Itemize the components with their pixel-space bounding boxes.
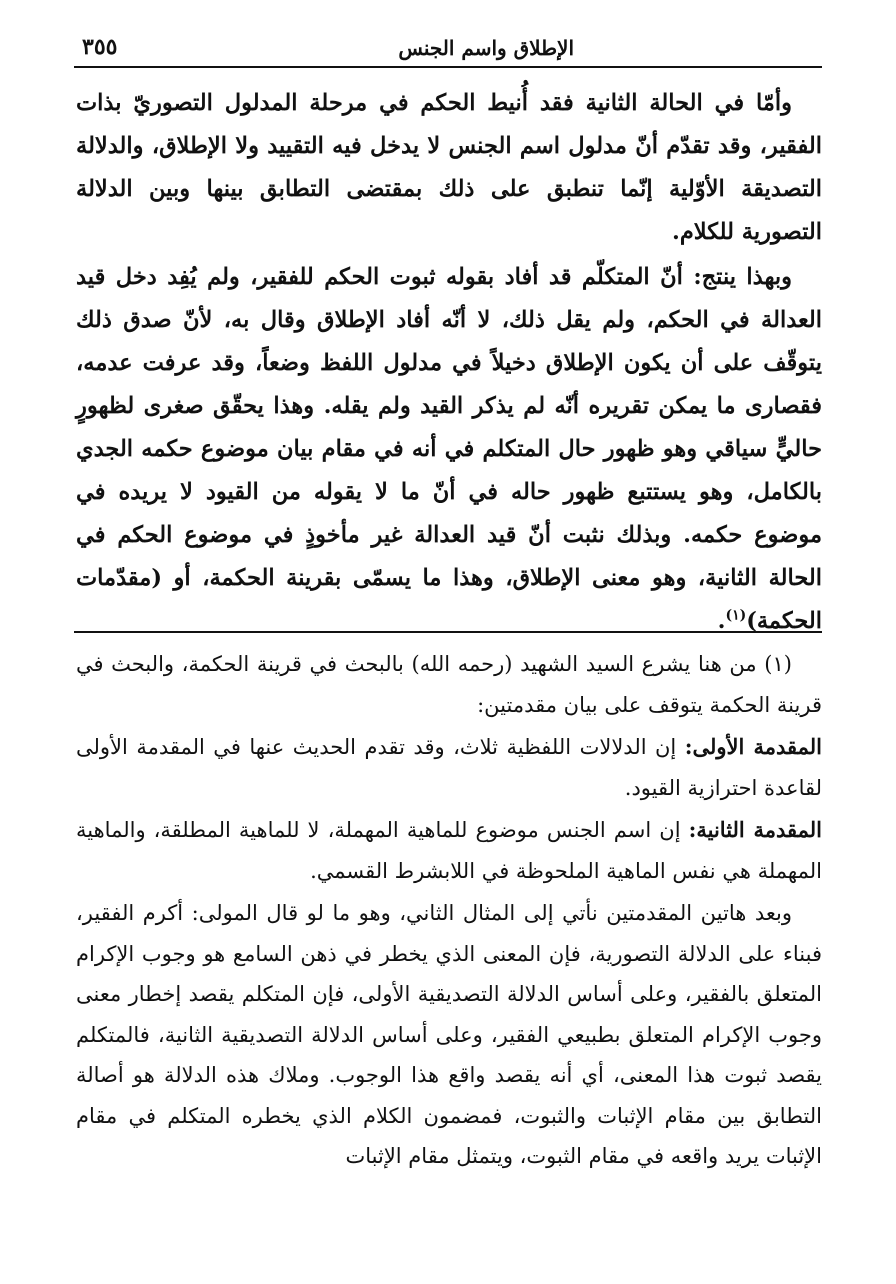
premise-first-label: المقدمة الأولى: — [684, 734, 822, 759]
premise-second — [76, 810, 822, 891]
footnote-marker: (١) — [725, 607, 747, 624]
footnote-text: من هنا يشرع السيد الشهيد (رحمه الله) بالبحث في قرينة الحكمة، والبحث في قرينة الحكمة يتوقف على بيان مقدمتين: — [76, 652, 822, 717]
header-title: الإطلاق واسم الجنس — [398, 36, 574, 60]
page-number: ٣٥٥ — [82, 34, 118, 60]
footnote-continuation — [76, 893, 822, 1177]
main-paragraph: وبهذا ينتج: أنّ المتكلّم قد أفاد بقوله ثبوت الحكم للفقير، ولم يُفِد دخل قيد العدالة في الحكم، ولم يقل ذلك، لا أنّه أفاد الإطلاق وقال به، لأنّ صدق ذلك يتوقّف على أن يكون الإطلاق دخيلاً في مدلول اللفظ وضعاً، وقد عرفت عدمه، فقصارى ما يمكن تقريره أنّه لم يذكر القيد ولم يقله. وهذا يحقّق صغرى لظهورٍ حاليٍّ سياقي وهو ظهور حال المتكلم في أنه في مقام بيان موضوع حكمه الجدي بالكامل، وهو يستتبع ظهور حاله في أنّ ما لا يقوله من القيود لا يريده في موضوع حكمه. وبذلك نثبت أنّ قيد العدالة غير مأخوذٍ في موضوع الحكم في الحالة الثانية، وهو معنى الإطلاق، وهذا ما يسمّى بقرينة الحكمة، أو (مقدّمات الحكمة)$^{(١)}$. — [76, 264, 822, 634]
premise-first — [76, 727, 822, 808]
premise-second-text: إن اسم الجنس موضوع للماهية المهملة، لا للماهية المطلقة، والماهية المهملة هي نفس الماهية الملحوظة في اللابشرط القسمي. — [76, 818, 822, 883]
main-paragraph-text: وأمّا في الحالة الثانية فقد أُنيط الحكم في مرحلة المدلول التصوريّ بذات الفقير، وقد تقدّم أنّ مدلول اسم الجنس لا يدخل فيه التقييد ولا الإطلاق، والدلالة التصديقة الأوّلية إنّما تنطبق على ذلك بمقتضى التطابق بينها وبين الدلالة التصورية للكلام. — [76, 90, 822, 245]
premise-first-text: إن الدلالات اللفظية ثلاث، وقد تقدم الحديث عنها في المقدمة الأولى لقاعدة احترازية القيود. — [76, 735, 822, 800]
main-paragraph-text: وبهذا ينتج: أنّ المتكلّم قد أفاد بقوله ثبوت الحكم للفقير، ولم يُفِد دخل قيد العدالة في الحكم، ولم يقل ذلك، لا أنّه أفاد الإطلاق وقال به، لأنّ صدق ذلك يتوقّف على أن يكون الإطلاق دخيلاً في مدلول اللفظ وضعاً، وقد عرفت عدمه، فقصارى ما يمكن تقريره أنّه لم يذكر القيد ولم يقله. وهذا يحقّق صغرى لظهورٍ حاليٍّ سياقي وهو ظهور حال المتكلم في أنه في مقام بيان موضوع حكمه الجدي بالكامل، وهو يستتبع ظهور حاله في أنّ ما لا يقوله من القيود لا يريده في موضوع حكمه. وبذلك نثبت أنّ قيد العدالة غير مأخوذٍ في موضوع الحكم في الحالة الثانية، وهو معنى الإطلاق، وهذا ما يسمّى بقرينة الحكمة، أو (مقدّمات الحكمة) — [76, 264, 822, 634]
running-header — [74, 28, 822, 68]
footnote-1 — [76, 644, 822, 725]
main-text — [76, 82, 822, 645]
footnotes — [76, 644, 822, 1179]
premise-second-label: المقدمة الثانية: — [688, 817, 822, 842]
main-paragraph — [76, 82, 822, 254]
header-divider — [74, 66, 822, 68]
footnote-number: (١) — [764, 652, 792, 676]
footnote-divider — [74, 631, 822, 633]
footnote-continuation-text: وبعد هاتين المقدمتين نأتي إلى المثال الثاني، وهو ما لو قال المولى: أكرم الفقير، فبناء على الدلالة التصورية، فإن المعنى الذي يخطر في ذهن السامع هو وجوب الإكرام المتعلق بالفقير، وعلى أساس الدلالة التصديقية الأولى، فإن المتكلم يقصد إخطار معنى وجوب الإكرام المتعلق بطبيعي الفقير، وعلى أساس الدلالة التصديقية الثانية، فالمتكلم يقصد ثبوت هذا المعنى، أي أنه يقصد واقع هذا الوجوب. وملاك هذه الدلالة هو أصالة التطابق بين مقام الإثبات والثبوت، فمضمون الكلام الذي يخطره المتكلم في مقام الإثبات يريد واقعه في مقام الثبوت، ويتمثل مقام الإثبات — [76, 901, 822, 1168]
